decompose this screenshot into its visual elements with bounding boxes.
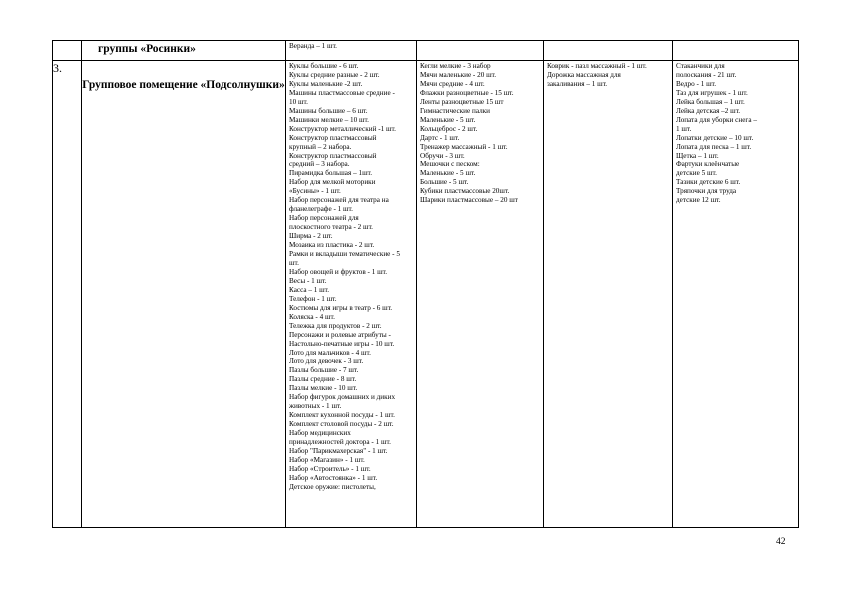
room-name-cell: группы «Росинки» [82,41,286,61]
list-item: Набор персонажей для театра на [289,196,389,205]
list-item: Машины большие – 6 шт. [289,106,368,115]
list-item: Пазлы мелкие - 10 шт. [289,384,358,393]
list-item: Пазлы большие - 7 шт. [289,366,359,375]
toys-list [286,61,416,492]
list-item: Рамки и вкладыши тематические - 5 [289,250,400,259]
list-item: фланелеграфе - 1 шт. [289,205,353,214]
list-item: детские 5 шт. [676,169,717,178]
list-item: Таз для игрушек - 1 шт. [676,88,748,97]
list-item: Конструктор металлический -1 шт. [289,124,396,133]
inventory-table [52,40,799,528]
list-item: Куклы средние разные - 2 шт. [289,70,380,79]
list-item: Шарики пластмассовые – 20 шт [420,196,518,205]
list-item: Лото для девочек - 3 шт. [289,357,364,366]
list-item: Детское оружие: пистолеты, [289,482,376,491]
list-item: Конструктор пластмассовый [289,133,377,142]
list-item: шт. [289,258,299,267]
list-item: Лейка детская –2 шт. [676,106,741,115]
list-item: Конструктор пластмассовый [289,151,377,160]
list-item: Пирамидка большая – 1шт. [289,169,373,178]
list-item: Обручи - 3 шт. [420,151,465,160]
list-item: Фартуки клеёнчатые [676,160,740,169]
list-item: закаливания – 1 шт. [547,79,608,88]
list-item: Тележка для продуктов - 2 шт. [289,321,382,330]
list-item: Набор фигурок домашних и диких [289,393,396,402]
list-item: Лото для мальчиков - 4 шт. [289,348,371,357]
list-item: Маленькие - 5 шт. [420,169,476,178]
list-item: полоскания - 21 шт. [676,70,737,79]
list-item: Набор медицинских [289,429,351,438]
list-item: Тазики детские 6 шт. [676,178,741,187]
toys-item: Веранда – 1 шт. [289,42,337,50]
list-item: Набор «Магазин» - 1 шт. [289,455,365,464]
list-item: Кегли мелкие - 3 набор [420,62,491,70]
health-cell [544,41,673,61]
list-item: Персонажи и ролевые атрибуты - [289,330,391,339]
list-item: Мячи маленькие - 20 шт. [420,70,497,79]
list-item: Флажки разноцветные - 15 шт. [420,88,514,97]
list-item: Набор овощей и фруктов - 1 шт. [289,267,388,276]
list-item: 10 шт. [289,97,308,106]
toys-cell [286,61,417,528]
list-item: Щетка – 1 шт. [676,151,719,160]
list-item: Мешочки с песком: [420,160,480,169]
list-item: Коврик - пазл массажный - 1 шт. [547,62,647,70]
list-item: Комплект столовой посуды - 2 шт. [289,420,394,429]
list-item: Касса – 1 шт. [289,285,330,294]
list-item: Набор «Строитель» - 1 шт. [289,464,371,473]
page-number: 42 [776,537,786,547]
list-item: Лейка большая – 1 шт. [676,97,745,106]
household-items-list [673,61,798,205]
list-item: Большие - 5 шт. [420,178,469,187]
list-item: Гимнастические палки [420,106,491,115]
list-item: 1 шт. [676,124,692,133]
sports-cell [417,41,544,61]
table-row [53,61,799,528]
list-item: Лопата для уборки снега – [676,115,757,124]
sports-cell [417,61,544,528]
list-item: Ширма - 2 шт. [289,232,333,241]
list-item: Машины пластмассовые средние - [289,88,395,97]
list-item: крупный – 2 набора. [289,142,352,151]
list-item: Стаканчики для [676,62,725,70]
list-item: Комплект кухонной посуды - 1 шт. [289,411,395,420]
list-item: Куклы большие - 6 шт. [289,62,359,70]
list-item: Набор для мелкой моторики [289,178,376,187]
list-item: Кольцеброс - 2 шт. [420,124,478,133]
list-item: Весы - 1 шт. [289,276,327,285]
health-equipment-list [544,61,672,89]
list-item: детские 12 шт. [676,196,721,205]
list-item: плоскостного театра - 2 шт. [289,223,373,232]
health-cell [544,61,673,528]
household-cell [673,41,799,61]
toys-cell [286,41,417,61]
table-row [53,41,799,61]
sports-equipment-list [417,61,543,205]
row-number-cell: 3. [53,61,82,528]
list-item: «Бусины» - 1 шт. [289,187,341,196]
list-item: Лопата для песка – 1 шт. [676,142,752,151]
list-item: Мозаика из пластика - 2 шт. [289,241,375,250]
list-item: Дорожка массажная для [547,70,621,79]
list-item: Коляска - 4 шт. [289,312,335,321]
list-item: Костюмы для игры в театр - 6 шт. [289,303,393,312]
list-item: Маленькие - 5 шт. [420,115,476,124]
list-item: Ведро - 1 шт. [676,79,717,88]
list-item: принадлежностей доктора - 1 шт. [289,438,391,447]
household-cell [673,61,799,528]
list-item: средний – 3 набора. [289,160,350,169]
list-item: Пазлы средние - 8 шт. [289,375,357,384]
list-item: Куклы маленькие -2 шт. [289,79,363,88]
list-item: Набор персонажей для [289,214,359,223]
row-number-cell [53,41,82,61]
list-item: Ленты разноцветные 15 шт [420,97,504,106]
list-item: Тренажер массажный - 1 шт. [420,142,508,151]
list-item: Настольно-печатные игры - 10 шт. [289,339,395,348]
list-item: Мячи средние - 4 шт. [420,79,485,88]
list-item: животных - 1 шт. [289,402,342,411]
list-item: Кубики пластмассовые 20шт. [420,187,510,196]
list-item: Телефон - 1 шт. [289,294,337,303]
room-name-cell: Групповое помещение «Подсолнушки» [82,61,286,528]
list-item: Набор "Парикмахерская" - 1 шт. [289,446,388,455]
list-item: Лопатки детские – 10 шт. [676,133,754,142]
list-item: Машинки мелкие – 10 шт. [289,115,369,124]
list-item: Набор «Автостоянка» - 1 шт. [289,473,378,482]
list-item: Тряпочки для труда [676,187,737,196]
list-item: Дартс - 1 шт. [420,133,460,142]
